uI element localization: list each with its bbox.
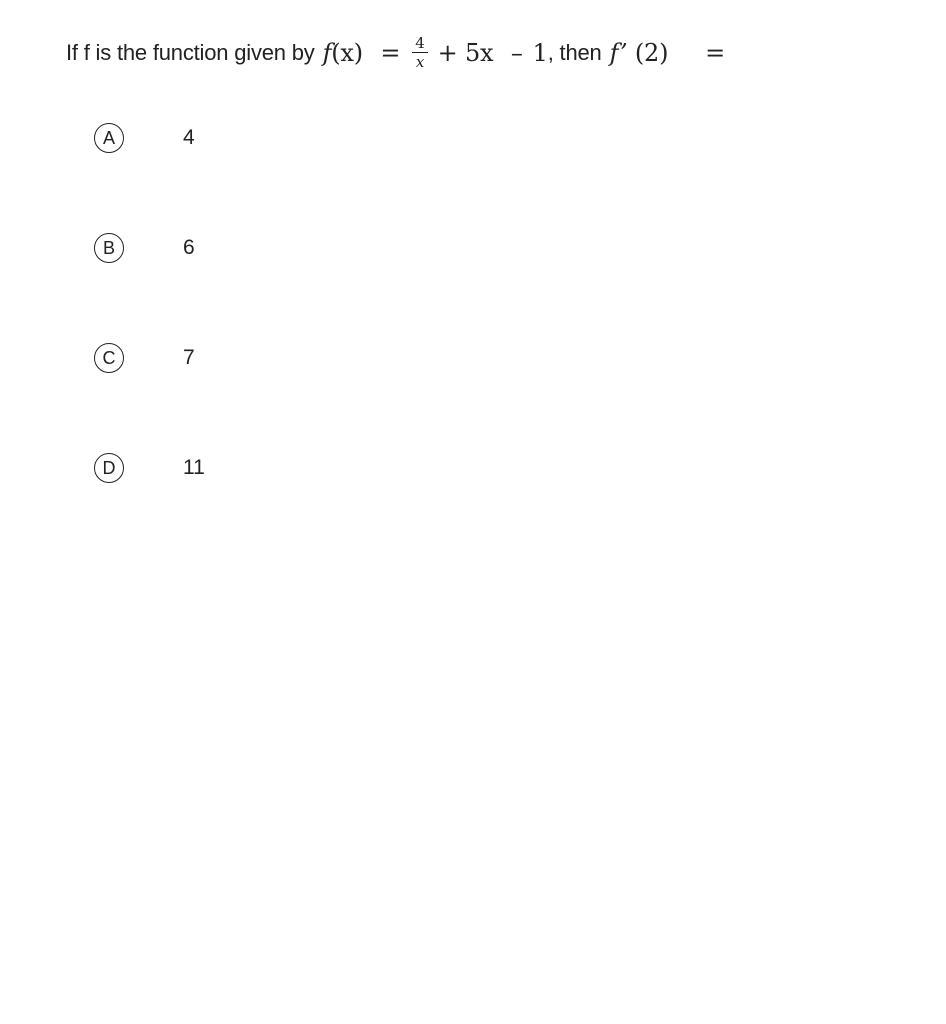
answer-option-b[interactable] [94,231,195,265]
fraction-denominator: x [415,52,425,71]
fraction [412,35,427,70]
option-letter-a[interactable]: A [94,123,124,153]
option-letter-c[interactable]: C [94,343,124,373]
option-value-a[interactable]: 4 [183,126,195,149]
plus-term: + 5x [437,39,494,67]
derivative-expression [610,39,726,67]
equals-sign: = [380,39,401,67]
linear-term [430,39,548,67]
minus-sign: – [510,39,523,67]
answer-option-d[interactable] [94,451,205,485]
function-name: f [322,39,332,67]
then-text: , then [547,40,602,65]
derivative-arg: (2) [634,39,669,67]
option-value-b[interactable]: 6 [183,236,195,259]
answer-option-c[interactable] [94,341,195,375]
function-expression [323,39,411,67]
question-text [66,30,725,76]
constant-term: 1 [532,39,548,67]
option-value-c[interactable]: 7 [183,346,195,369]
answer-option-a[interactable] [94,121,195,155]
option-letter-b[interactable]: B [94,233,124,263]
fraction-numerator: 4 [412,35,427,53]
option-letter-d[interactable]: D [94,453,124,483]
derivative-name: f’ [609,39,628,67]
option-value-d[interactable]: 11 [183,456,205,479]
function-args: (x) [331,39,363,67]
equals-sign-final: = [705,39,726,67]
question-prefix: If f is the function given by [66,40,315,65]
